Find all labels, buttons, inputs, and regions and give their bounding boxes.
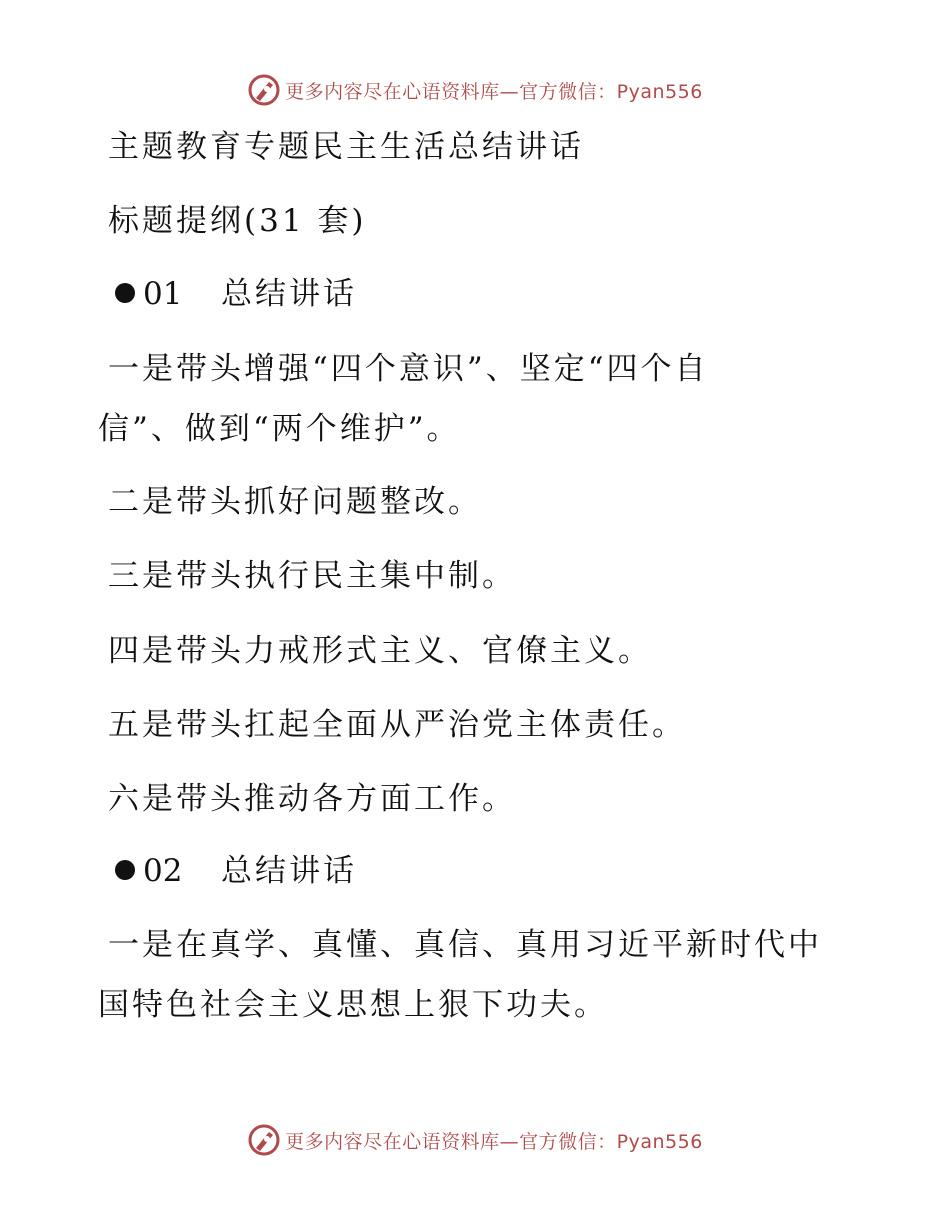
list-item: 五是带头扛起全面从严治党主体责任。	[108, 707, 686, 743]
section-number: 02	[143, 853, 183, 889]
document-title: 主题教育专题民主生活总结讲话	[108, 129, 584, 165]
list-item: 三是带头执行民主集中制。	[108, 558, 516, 594]
banner-text: 更多内容尽在心语资料库—官方微信：Pyan556	[285, 1130, 703, 1153]
section-label: 总结讲话	[221, 853, 357, 889]
list-item-continuation: 信”、做到“两个维护”。	[98, 411, 461, 447]
pen-logo-icon	[247, 73, 281, 107]
document-subtitle: 标题提纲(31 套)	[108, 203, 367, 239]
section-number: 01	[143, 276, 183, 312]
list-item-continuation: 国特色社会主义思想上狠下功夫。	[98, 987, 608, 1023]
bullet-icon	[115, 283, 135, 303]
banner-text: 更多内容尽在心语资料库—官方微信：Pyan556	[285, 80, 703, 103]
list-item: 一是在真学、真懂、真信、真用习近平新时代中	[108, 927, 822, 963]
list-item: 一是带头增强“四个意识”、坚定“四个自	[108, 351, 709, 387]
section-label: 总结讲话	[221, 276, 357, 312]
section-heading-02	[115, 851, 357, 891]
bullet-icon	[115, 860, 135, 880]
list-item: 四是带头力戒形式主义、官僚主义。	[108, 633, 652, 669]
pen-logo-icon	[247, 1123, 281, 1157]
list-item: 六是带头推动各方面工作。	[108, 781, 516, 817]
section-heading-01	[115, 274, 357, 314]
header-banner	[0, 70, 950, 110]
list-item: 二是带头抓好问题整改。	[108, 484, 482, 520]
footer-banner	[0, 1120, 950, 1160]
